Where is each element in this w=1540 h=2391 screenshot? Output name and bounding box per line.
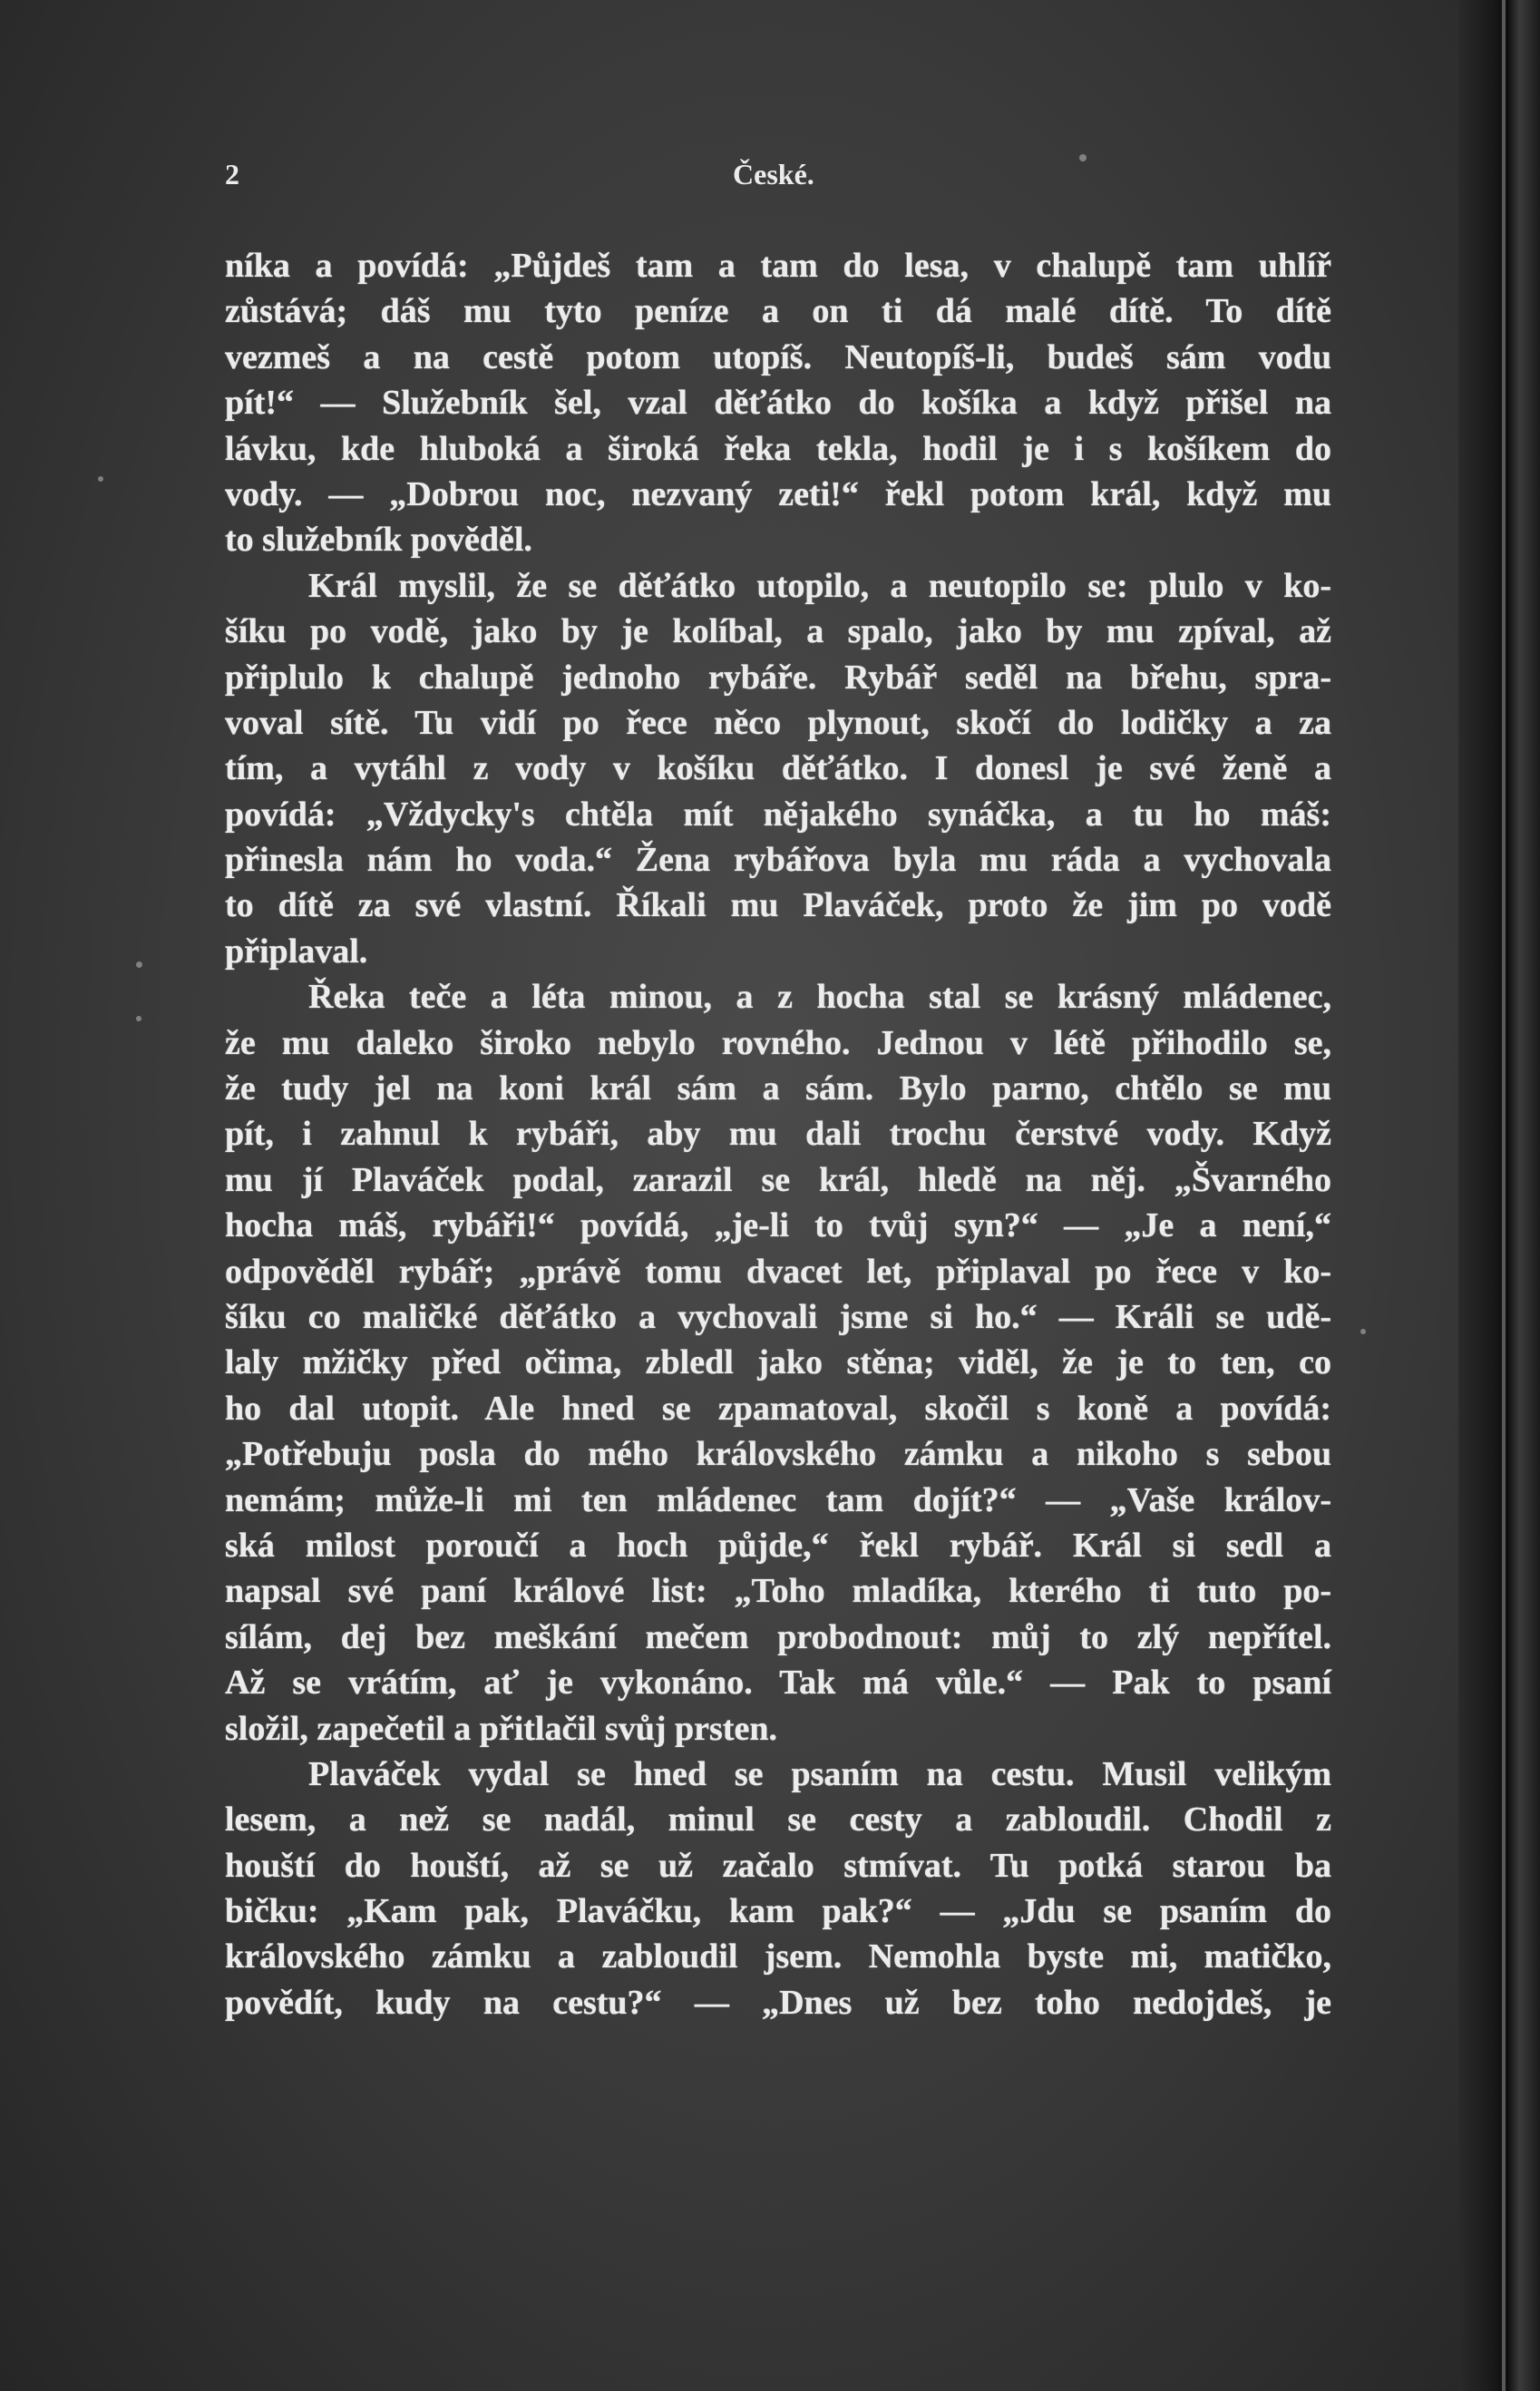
running-head: České. xyxy=(733,158,814,190)
text-line: vezmeš a na cestě potom utopíš. Neutopíš-li, budeš sám vodu xyxy=(225,337,1331,376)
text-line: přinesla nám ho voda.“ Žena rybářova byla mu ráda a vychovala xyxy=(225,841,1331,880)
text-line: že mu daleko široko nebylo rovného. Jednou v létě přihodilo se, xyxy=(225,1023,1331,1062)
text-line: houští do houští, až se už začalo stmívat. Tu potká starou ba xyxy=(225,1846,1331,1885)
text-line: voval sítě. Tu vidí po řece něco plynout, skočí do lodičky a za xyxy=(225,703,1331,742)
scan-speck xyxy=(1360,1329,1366,1334)
text-line: složil, zapečetil a přitlačil svůj prsten. xyxy=(225,1709,777,1748)
text-line: šíku po vodě, jako by je kolíbal, a spalo, jako by mu zpíval, až xyxy=(225,612,1331,651)
text-line: hocha máš, rybáři!“ povídá, „je-li to tvůj syn?“ — „Je a není,“ xyxy=(225,1206,1331,1245)
text-line: mu jí Plaváček podal, zarazil se král, hledě na něj. „Švarného xyxy=(225,1160,1331,1199)
text-line: lesem, a než se nadál, minul se cesty a zabloudil. Chodil z xyxy=(225,1801,1331,1840)
text-line: tím, a vytáhl z vody v košíku děťátko. I donesl je své ženě a xyxy=(225,749,1331,788)
text-line: níka a povídá: „Půjdeš tam a tam do lesa, v chalupě tam uhlíř xyxy=(225,247,1331,285)
text-line: laly mžičky před očima, zbledl jako stěna; viděl, že je to ten, co xyxy=(225,1343,1331,1382)
text-line: pít, i zahnul k rybáři, aby mu dali trochu čerstvé vody. Když xyxy=(225,1115,1331,1154)
page-number: 2 xyxy=(225,158,239,190)
text-line: Až se vrátím, ať je vykonáno. Tak má vůle.“ — Pak to psaní xyxy=(225,1664,1331,1703)
body-text xyxy=(225,243,1331,2025)
text-line: to služebník pověděl. xyxy=(225,521,532,560)
text-line: „Potřebuju posla do mého královského zámku a nikoho s sebou xyxy=(225,1435,1331,1474)
text-line: odpověděl rybář; „právě tomu dvacet let, připlaval po řece v ko- xyxy=(225,1252,1331,1291)
text-line: nemám; může-li mi ten mládenec tam dojít?“ — „Vaše králov- xyxy=(225,1480,1331,1519)
scan-speck xyxy=(136,1016,141,1021)
text-line: lávku, kde hluboká a široká řeka tekla, hodil je i s košíkem do xyxy=(225,429,1331,468)
text-line: Řeka teče a léta minou, a z hocha stal se krásný mládenec, xyxy=(308,978,1331,1017)
text-line: pít!“ — Služebník šel, vzal děťátko do košíka a když přišel na xyxy=(225,384,1331,423)
page-binding-edge xyxy=(1458,0,1540,2391)
text-line: královského zámku a zabloudil jsem. Nemohla byste mi, matičko, xyxy=(225,1937,1331,1976)
text-line: ho dal utopit. Ale hned se zpamatoval, skočil s koně a povídá: xyxy=(225,1389,1331,1428)
text-line: povídá: „Vždycky's chtěla mít nějakého synáčka, a tu ho máš: xyxy=(225,795,1331,834)
text-line: bičku: „Kam pak, Plaváčku, kam pak?“ — „Jdu se psaním do xyxy=(225,1892,1331,1931)
text-line: šíku co maličké děťátko a vychovali jsme si ho.“ — Králi se udě- xyxy=(225,1297,1331,1336)
page-header xyxy=(225,158,1331,203)
scan-speck xyxy=(98,476,103,482)
text-line: povědít, kudy na cestu?“ — „Dnes už bez toho nedojdeš, je xyxy=(225,1983,1331,2022)
text-line: zůstává; dáš mu tyto peníze a on ti dá malé dítě. To dítě xyxy=(225,292,1331,331)
text-line: že tudy jel na koni král sám a sám. Bylo parno, chtělo se mu xyxy=(225,1069,1331,1108)
text-line: ská milost poroučí a hoch půjde,“ řekl rybář. Král si sedl a xyxy=(225,1526,1331,1565)
text-line: to dítě za své vlastní. Říkali mu Plaváček, proto že jim po vodě xyxy=(225,886,1331,925)
text-line: Král myslil, že se děťátko utopilo, a neutopilo se: plulo v ko- xyxy=(308,566,1331,605)
text-line: napsal své paní králové list: „Toho mladíka, kterého ti tuto po- xyxy=(225,1572,1331,1611)
text-line: Plaváček vydal se hned se psaním na cestu. Musil velikým xyxy=(308,1754,1331,1793)
scan-speck xyxy=(136,961,142,968)
text-line: sílám, dej bez meškání mečem probodnout: můj to zlý nepřítel. xyxy=(225,1617,1331,1656)
text-line: připlaval. xyxy=(225,932,368,971)
text-line: vody. — „Dobrou noc, nezvaný zeti!“ řekl potom král, když mu xyxy=(225,474,1331,513)
text-line: připlulo k chalupě jednoho rybáře. Rybář seděl na břehu, spra- xyxy=(225,658,1331,697)
